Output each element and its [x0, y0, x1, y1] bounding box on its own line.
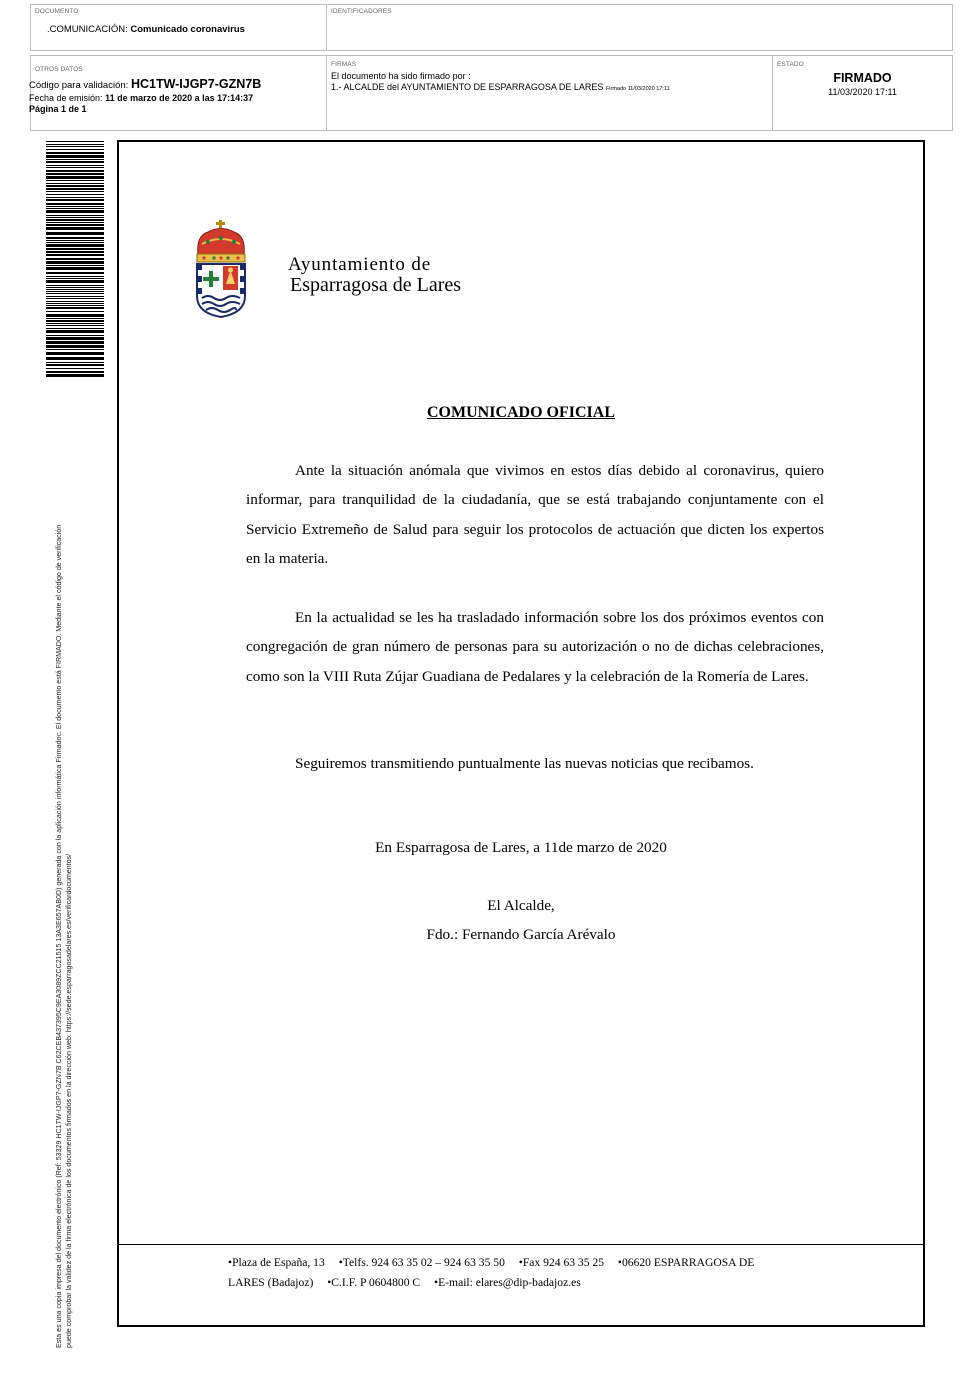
- document-title: COMUNICADO OFICIAL: [427, 404, 615, 421]
- header-estado-box: [772, 55, 953, 131]
- side-verification-text: [54, 378, 74, 1348]
- firmas-line2: 1.- ALCALDE del AYUNTAMIENTO DE ESPARRAGOSA DE LARES Firmado 11/03/2020 17:11: [331, 82, 670, 92]
- signature-name: Fdo.: Fernando García Arévalo: [426, 926, 616, 943]
- header-otros-datos-box: [30, 55, 327, 131]
- codigo-value: HC1TW-IJGP7-GZN7B: [130, 77, 262, 91]
- footer-line2: LARES (Badajoz) •C.I.F. P 0604800 C •E-mail: elares@dip-badajoz.es: [228, 1276, 581, 1289]
- letterhead-line2: Esparragosa de Lares: [290, 274, 462, 296]
- footer-divider: [119, 1244, 923, 1245]
- letterhead-line1: Ayuntamiento de: [288, 254, 432, 275]
- coat-of-arms-logo: [194, 220, 248, 318]
- firmas-label: FIRMAS: [331, 61, 357, 68]
- estado-value: FIRMADO: [833, 71, 892, 85]
- signature-title: El Alcalde,: [487, 897, 555, 914]
- firmas-line1: El documento ha sido firmado por :: [331, 71, 471, 81]
- identificadores-label: IDENTIFICADORES: [331, 8, 392, 15]
- estado-label: ESTADO: [777, 61, 804, 68]
- side-text-line2: puede comprobar la validez de la firma electrónica de los documentos firmados en la dirección web: https://sede.esparragosadelares.es/verificardocumentos/: [65, 853, 73, 1348]
- paragraph-1: Ante la situación anómala que vivimos en estos días debido al coronavirus, quiero informar, para tranquilidad de la ciudadanía, que se está trabajando conjuntamente con el Servicio Extremeño de Salud para seguir los protocolos de actuación que dicten los expertos en la materia.: [246, 462, 824, 567]
- header-documento-box: [30, 4, 327, 51]
- documento-label: DOCUMENTO: [35, 8, 79, 15]
- estado-date: 11/03/2020 17:11: [828, 87, 897, 97]
- codigo-validacion: Código para validación: HC1TW-IJGP7-GZN7B: [29, 77, 262, 91]
- place-date: En Esparragosa de Lares, a 11de marzo de 2020: [375, 839, 667, 856]
- barcode-image: [46, 141, 104, 377]
- footer-line1: •Plaza de España, 13 •Telfs. 924 63 35 02 – 924 63 35 50 •Fax 924 63 35 25 •06620 ESPARRAGOSA DE: [228, 1256, 755, 1269]
- paragraph-3: Seguiremos transmitiendo puntualmente las nuevas noticias que recibamos.: [295, 755, 754, 772]
- fecha-emision: Fecha de emisión: 11 de marzo de 2020 a las 17:14:37: [29, 93, 254, 103]
- otros-datos-label: OTROS DATOS: [35, 66, 83, 73]
- document-frame: [117, 140, 925, 1327]
- header-firmas-box: [326, 55, 773, 131]
- pagina-label: Página 1 de 1: [29, 104, 87, 114]
- header-identificadores-box: [326, 4, 953, 51]
- paragraph-2: En la actualidad se les ha trasladado información sobre los dos próximos eventos con congregación de gran número de personas para su autorización o no de dichas celebraciones, como son la VIII Ruta Zújar Guadiana de Pedalares y la celebración de la Romería de Lares.: [246, 609, 824, 685]
- fecha-value: 11 de marzo de 2020 a las 17:14:37: [105, 93, 254, 103]
- documento-title: .COMUNICACIÓN: Comunicado coronavirus: [47, 24, 245, 35]
- side-text-line1: Esta es una copia impresa del documento electrónico (Ref: 53329 HC1TW-IJGP7-GZN7B C62CEB437395C9EA3089ZCC21515 13A3E657AB0D) generada con la aplicación informática Firmadoc. El documento está FIRMADO. Mediante el código de verificación: [55, 524, 63, 1348]
